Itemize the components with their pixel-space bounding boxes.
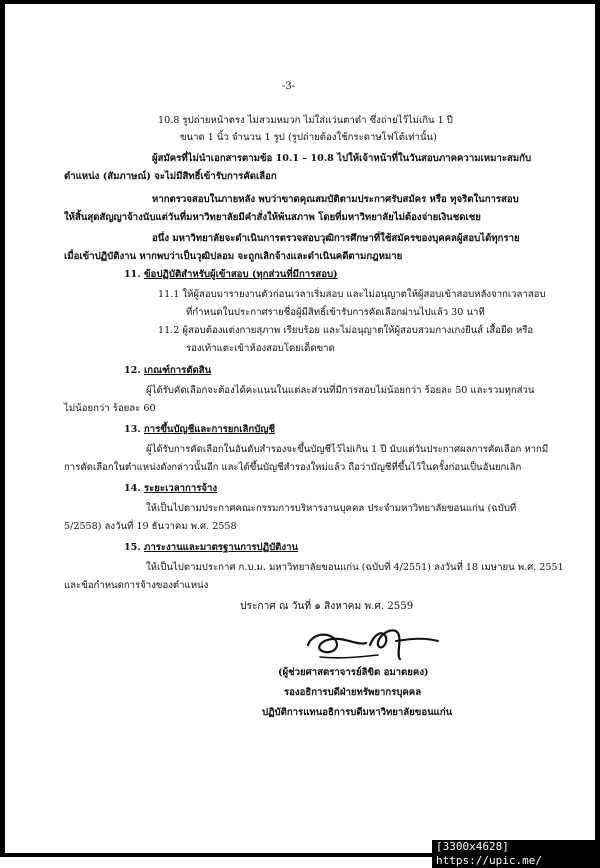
paragraph-line: ให้เป็นไปตามประกาศ ก.บ.ม. มหาวิทยาลัยขอนแก่น (ฉบับที่ 4/2551) ลงวันที่ 18 เมษายน พ.ศ. 2551 — [146, 562, 564, 573]
section-number: 13. — [124, 424, 141, 435]
paragraph-line: ให้สิ้นสุดสัญญาจ้างนับแต่วันที่มหาวิทยาลัยมีคำสั่งให้พ้นสภาพ โดยที่มหาวิทยาลัยไม่ต้องจ่ายเงินชดเชย — [64, 212, 481, 223]
paragraph-line: ให้เป็นไปตามประกาศคณะกรรมการบริหารงานบุคคล ประจำมหาวิทยาลัยขอนแก่น (ฉบับที่ — [146, 503, 517, 514]
section-number: 11. — [124, 269, 141, 280]
paragraph-line: ผู้ได้รับคัดเลือกจะต้องได้คะแนนในแต่ละส่วนที่มีการสอบไม่น้อยกว่า ร้อยละ 50 และรวมทุกส่วน — [146, 385, 535, 396]
section-number: 15. — [124, 542, 141, 553]
paragraph-line: การคัดเลือกในตำแหน่งดังกล่าวนั้นอีก และได้ขึ้นบัญชีสำรองใหม่แล้ว ถือว่าบัญชีที่ขึ้นไว้ในครั้งก่อนเป็นอันยกเลิก — [64, 462, 522, 473]
page-border-top — [0, 0, 600, 4]
paragraph-line: ขนาด 1 นิ้ว จำนวน 1 รูป (รูปถ่ายต้องใช้กระดาษโฟโต้เท่านั้น) — [180, 132, 437, 143]
paragraph-line: เมื่อเข้าปฏิบัติงาน หากพบว่าเป็นวุฒิปลอม จะถูกเลิกจ้างและดำเนินคดีตามกฎหมาย — [64, 251, 403, 262]
signer-position: รองอธิการบดีฝ่ายทรัพยากรบุคคล — [284, 687, 422, 698]
section-heading: ข้อปฏิบัติสำหรับผู้เข้าสอบ (ทุกส่วนที่มีการสอบ) — [144, 269, 338, 280]
paragraph-line: ที่กำหนดในประกาศรายชื่อผู้มีสิทธิ์เข้ารับการคัดเลือกผ่านไปแล้ว 30 นาที — [186, 307, 485, 318]
paragraph-line: ผู้ได้รับการคัดเลือกในอันดับสำรองจะขึ้นบัญชีไว้ไม่เกิน 1 ปี นับแต่วันประกาศผลการคัดเลือก หากมี — [146, 444, 549, 455]
page-border-left — [0, 0, 5, 857]
paragraph-line: และข้อกำหนดการจ้างของตำแหน่ง — [64, 580, 209, 591]
announcement-date: ประกาศ ณ วันที่ ๑ สิงหาคม พ.ศ. 2559 — [240, 601, 414, 612]
paragraph-line: 11.2 ผู้สอบต้องแต่งกายสุภาพ เรียบร้อย และไม่อนุญาตให้ผู้สอบสวมกางเกงยีนส์ เสื้อยืด หรือ — [158, 325, 534, 336]
section-heading: ภาระงานและมาตรฐานการปฏิบัติงาน — [144, 542, 299, 553]
section-number: 12. — [124, 365, 141, 376]
paragraph-line: รองเท้าแตะเข้าห้องสอบโดยเด็ดขาด — [186, 343, 335, 354]
page-number: -3- — [282, 81, 296, 92]
section-heading: การขึ้นบัญชีและการยกเลิกบัญชี — [144, 424, 275, 435]
section-number: 14. — [124, 483, 141, 494]
section-heading: ระยะเวลาการจ้าง — [144, 483, 218, 494]
paragraph-line: ผู้สมัครที่ไม่นำเอกสารตามข้อ 10.1 – 10.8 ไปให้เจ้าหน้าที่ในวันสอบภาคความเหมาะสมกับ — [152, 153, 532, 164]
paragraph-line: 10.8 รูปถ่ายหน้าตรง ไม่สวมหมวก ไม่ใส่แว่นตาดำ ซึ่งถ่ายไว้ไม่เกิน 1 ปี — [158, 115, 453, 126]
page-border-right — [595, 0, 600, 857]
paragraph-line: 5/2558) ลงวันที่ 19 ธันวาคม พ.ศ. 2558 — [64, 521, 237, 532]
signer-position-acting: ปฏิบัติการแทนอธิการบดีมหาวิทยาลัยขอนแก่น — [262, 707, 453, 718]
paragraph-line: 11.1 ให้ผู้สอบมารายงานตัวก่อนเวลาเริ่มสอบ และไม่อนุญาตให้ผู้สอบเข้าสอบหลังจากเวลาสอบ — [158, 289, 546, 300]
paragraph-line: อนึ่ง มหาวิทยาลัยจะดำเนินการตรวจสอบวุฒิการศึกษาที่ใช้สมัครของบุคคลผู้สอบได้ทุกราย — [152, 233, 520, 244]
paragraph-line: หากตรวจสอบในภายหลัง พบว่าขาดคุณสมบัติตามประกาศรับสมัคร หรือ ทุจริตในการสอบ — [152, 194, 519, 205]
signer-name: (ผู้ช่วยศาสตราจารย์ลิขิต อมาตยคง) — [278, 667, 429, 678]
image-watermark: [3300x4628] https://upic.me/ — [432, 840, 600, 868]
paragraph-line: ไม่น้อยกว่า ร้อยละ 60 — [64, 403, 156, 414]
paragraph-line: ตำแหน่ง (สัมภาษณ์) จะไม่มีสิทธิ์เข้ารับการคัดเลือก — [64, 171, 277, 182]
section-heading: เกณฑ์การตัดสิน — [144, 365, 212, 376]
